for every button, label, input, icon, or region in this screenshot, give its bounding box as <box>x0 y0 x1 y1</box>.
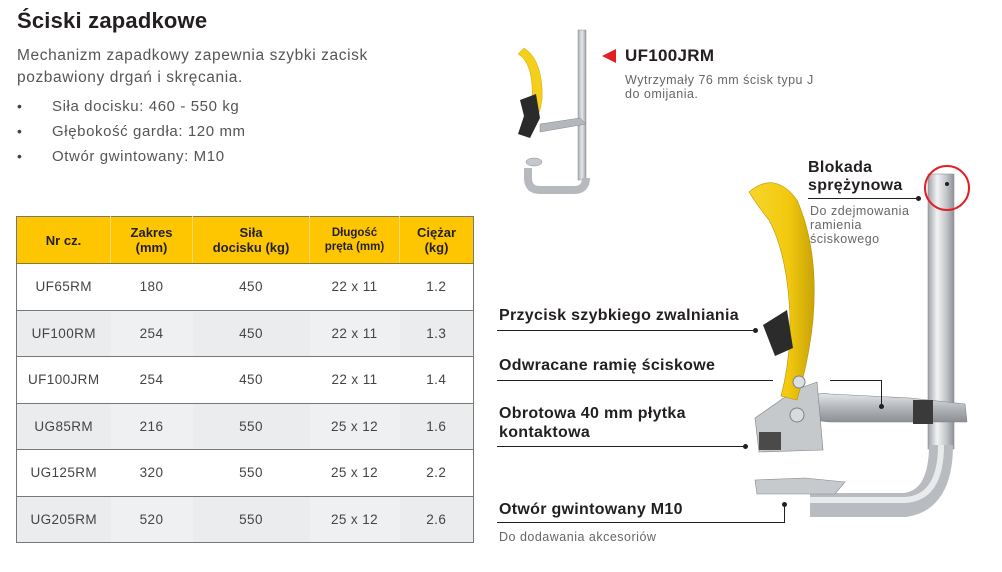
cell-force: 450 <box>193 264 310 311</box>
cell-weight: 1.6 <box>400 403 474 450</box>
bullet-icon: • <box>17 123 23 139</box>
table-header-row <box>17 217 474 264</box>
leader-line <box>881 380 882 406</box>
cell-part-no: UF100JRM <box>17 357 111 404</box>
leader-line <box>830 380 882 381</box>
feature-text: Siła docisku: 460 - 550 kg <box>52 98 240 115</box>
cell-bar: 22 x 11 <box>310 357 400 404</box>
feature-item <box>17 119 246 144</box>
table-row <box>17 496 474 543</box>
cell-force: 550 <box>193 450 310 497</box>
feature-item <box>17 144 246 169</box>
cell-part-no: UG125RM <box>17 450 111 497</box>
table-row <box>17 264 474 311</box>
leader-dot <box>916 196 921 201</box>
col-header-bar-length: Długość pręta (mm) <box>310 217 400 264</box>
table-row <box>17 450 474 497</box>
callout-quick-release: Przycisk szybkiego zwalniania <box>499 307 739 324</box>
cell-part-no: UG205RM <box>17 496 111 543</box>
cell-force: 450 <box>193 310 310 357</box>
table-row <box>17 403 474 450</box>
cell-bar: 25 x 12 <box>310 496 400 543</box>
page-title: Ściski zapadkowe <box>17 8 208 33</box>
cell-bar: 22 x 11 <box>310 264 400 311</box>
callout-swivel-pad-line2: kontaktowa <box>499 424 591 441</box>
col-header-range: Zakres (mm) <box>111 217 193 264</box>
featured-model: UF100JRM <box>625 46 715 65</box>
leader-line <box>497 522 785 523</box>
cell-weight: 1.3 <box>400 310 474 357</box>
callout-reversible-arm: Odwracane ramię ściskowe <box>499 357 716 374</box>
leader-dot <box>879 404 884 409</box>
callout-spring-lock-desc2: ramienia <box>810 218 862 232</box>
red-arrow-icon <box>602 49 616 63</box>
leader-line <box>497 380 773 381</box>
cell-range: 320 <box>111 450 193 497</box>
cell-weight: 1.4 <box>400 357 474 404</box>
cell-force: 550 <box>193 403 310 450</box>
leader-line <box>497 446 745 447</box>
cell-part-no: UG85RM <box>17 403 111 450</box>
cell-weight: 1.2 <box>400 264 474 311</box>
col-header-weight: Ciężar (kg) <box>400 217 474 264</box>
cell-range: 254 <box>111 357 193 404</box>
feature-text: Otwór gwintowany: M10 <box>52 148 225 165</box>
leader-line <box>497 330 755 331</box>
cell-range: 520 <box>111 496 193 543</box>
leader-dot <box>753 328 758 333</box>
j-clamp-image <box>510 28 590 198</box>
leader-dot <box>782 502 787 507</box>
bullet-icon: • <box>17 148 23 164</box>
bullet-icon: • <box>17 98 23 114</box>
cell-bar: 22 x 11 <box>310 310 400 357</box>
table-row <box>17 310 474 357</box>
cell-range: 254 <box>111 310 193 357</box>
table-row <box>17 357 474 404</box>
callout-spring-lock-desc1: Do zdejmowania <box>810 204 910 218</box>
col-header-part-no: Nr cz. <box>17 217 111 264</box>
spec-table <box>16 216 474 543</box>
callout-swivel-pad-line1: Obrotowa 40 mm płytka <box>499 405 686 422</box>
cell-range: 180 <box>111 264 193 311</box>
cell-weight: 2.6 <box>400 496 474 543</box>
featured-description-line2: do omijania. <box>625 87 699 101</box>
cell-part-no: UF100RM <box>17 310 111 357</box>
feature-text: Głębokość gardła: 120 mm <box>52 123 246 140</box>
callout-spring-lock-title1: Blokada <box>808 159 873 176</box>
cell-part-no: UF65RM <box>17 264 111 311</box>
feature-list <box>17 94 246 169</box>
cell-range: 216 <box>111 403 193 450</box>
cell-weight: 2.2 <box>400 450 474 497</box>
col-header-clamp-force: Siła docisku (kg) <box>193 217 310 264</box>
featured-description-line1: Wytrzymały 76 mm ścisk typu J <box>625 73 814 87</box>
callout-spring-lock-title2: sprężynowa <box>808 177 903 194</box>
callout-threaded-hole-desc: Do dodawania akcesoriów <box>499 530 657 544</box>
callout-threaded-hole: Otwór gwintowany M10 <box>499 501 683 518</box>
cell-bar: 25 x 12 <box>310 450 400 497</box>
cell-force: 450 <box>193 357 310 404</box>
cell-force: 550 <box>193 496 310 543</box>
callout-spring-lock-desc3: ściskowego <box>810 232 880 246</box>
feature-item <box>17 94 246 119</box>
leader-line <box>808 198 918 199</box>
leader-dot <box>743 444 748 449</box>
intro-text: Mechanizm zapadkowy zapewnia szybki zacisk pozbawiony drgań i skręcania. <box>17 47 368 86</box>
cell-bar: 25 x 12 <box>310 403 400 450</box>
